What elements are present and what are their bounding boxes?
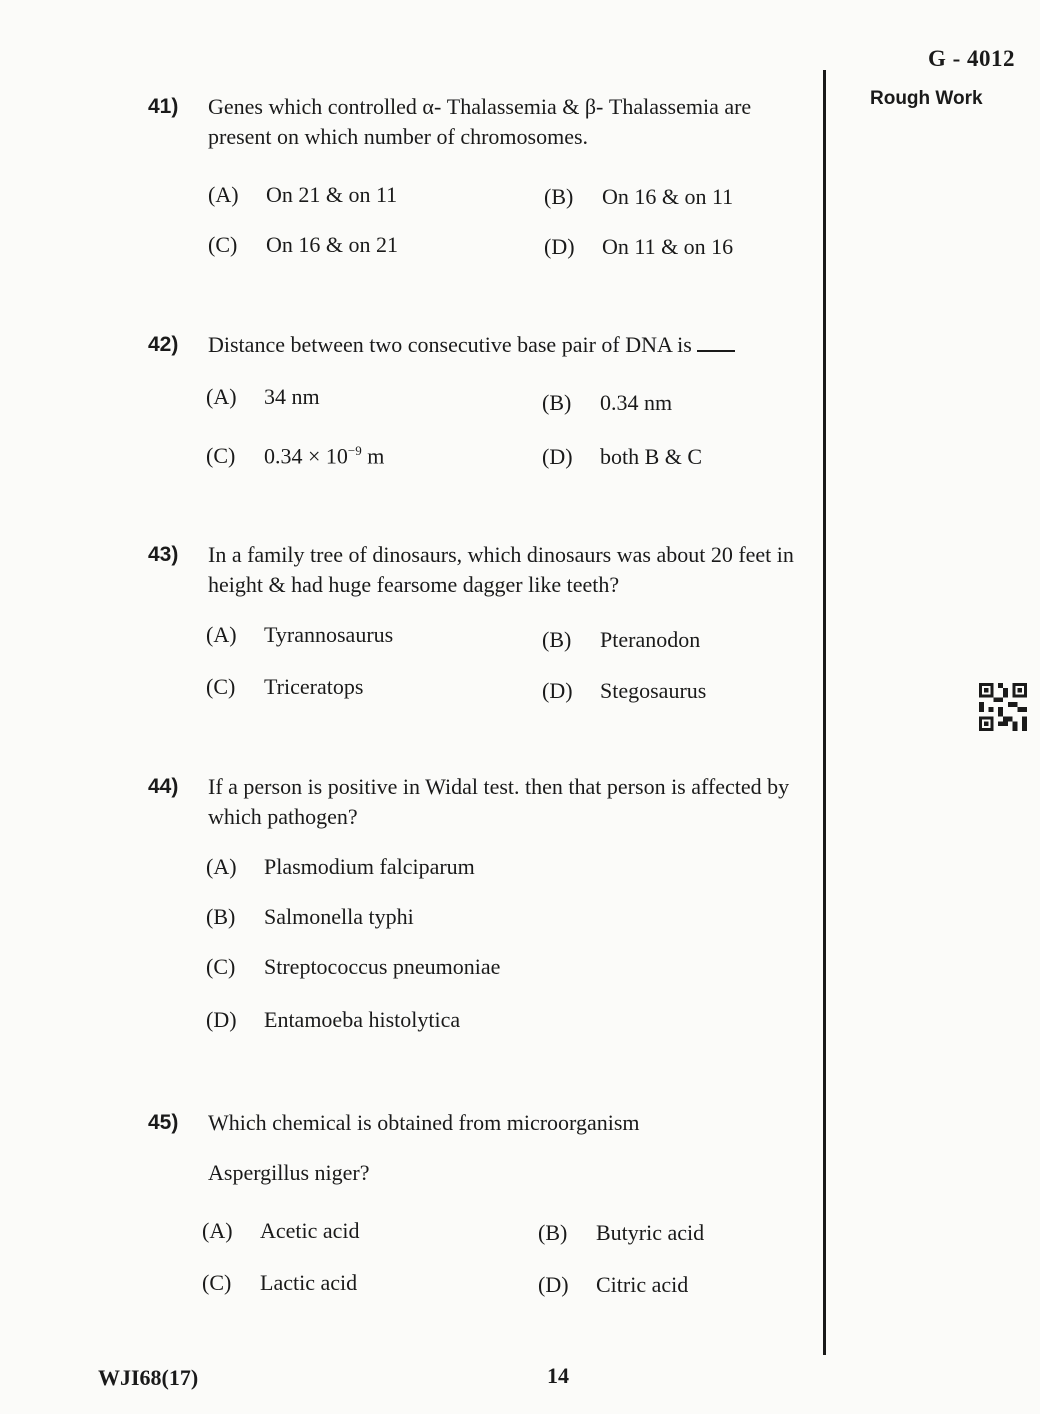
qr-code-icon: [978, 683, 1028, 731]
answer-blank: [697, 332, 735, 352]
question-number: 45): [148, 1111, 179, 1134]
question-text: If a person is positive in Widal test. then that person is affected by which pathogen?: [208, 774, 790, 829]
paper-code: G - 4012: [928, 46, 1016, 71]
question-text: Which chemical is obtained from microorganism: [208, 1110, 640, 1135]
option-c: (C) Streptococcus pneumoniae: [206, 954, 501, 979]
option-d: (D) Citric acid: [538, 1272, 689, 1297]
option-d: (D) Entamoeba histolytica: [206, 1007, 461, 1032]
option-c: (C) On 16 & on 21: [208, 232, 398, 257]
page-number: 14: [547, 1363, 569, 1388]
footer-code: WJI68(17): [98, 1365, 199, 1390]
option-a: (A) Acetic acid: [202, 1218, 360, 1243]
question-text: Genes which controlled α- Thalassemia & β- Thalassemia are present on which number of chromosomes.: [208, 94, 752, 149]
option-a: (A) Tyrannosaurus: [206, 622, 394, 647]
option-c: (C) Triceratops: [206, 674, 364, 699]
rough-work-label: Rough Work: [870, 88, 983, 109]
option-b: (B) Salmonella typhi: [206, 904, 414, 929]
question-42: [148, 330, 818, 480]
question-45: [148, 1108, 818, 1308]
question-number: 42): [148, 333, 179, 356]
question-43: [148, 540, 818, 710]
question-number: 43): [148, 543, 179, 566]
question-41: [148, 92, 818, 262]
question-number: 44): [148, 775, 179, 798]
option-c: (C) $0.34 \times 10^{-9}$ m: [206, 443, 385, 469]
option-a: (A) 34 nm: [206, 384, 320, 409]
question-text: In a family tree of dinosaurs, which dinosaurs was about 20 feet in height & had huge fearsome dagger like teeth?: [208, 542, 794, 597]
option-a: (A) Plasmodium falciparum: [206, 854, 475, 879]
option-c: (C) Lactic acid: [202, 1270, 358, 1295]
option-d: (D) On 11 & on 16: [544, 234, 734, 259]
option-d: (D) both B & C: [542, 444, 703, 469]
option-b: (B) Butyric acid: [538, 1220, 705, 1245]
option-b: (B) On 16 & on 11: [544, 184, 734, 209]
option-d: (D) Stegosaurus: [542, 678, 707, 703]
option-b: (B) 0.34 nm: [542, 390, 673, 415]
option-b: (B) Pteranodon: [542, 627, 701, 652]
question-number: 41): [148, 95, 179, 118]
option-a: (A) On 21 & on 11: [208, 182, 398, 207]
question-text-line2: Aspergillus niger?: [208, 1160, 370, 1185]
question-text: Distance between two consecutive base pair of DNA is: [208, 330, 808, 360]
question-44: [148, 772, 818, 1042]
margin-divider: [823, 70, 826, 1355]
